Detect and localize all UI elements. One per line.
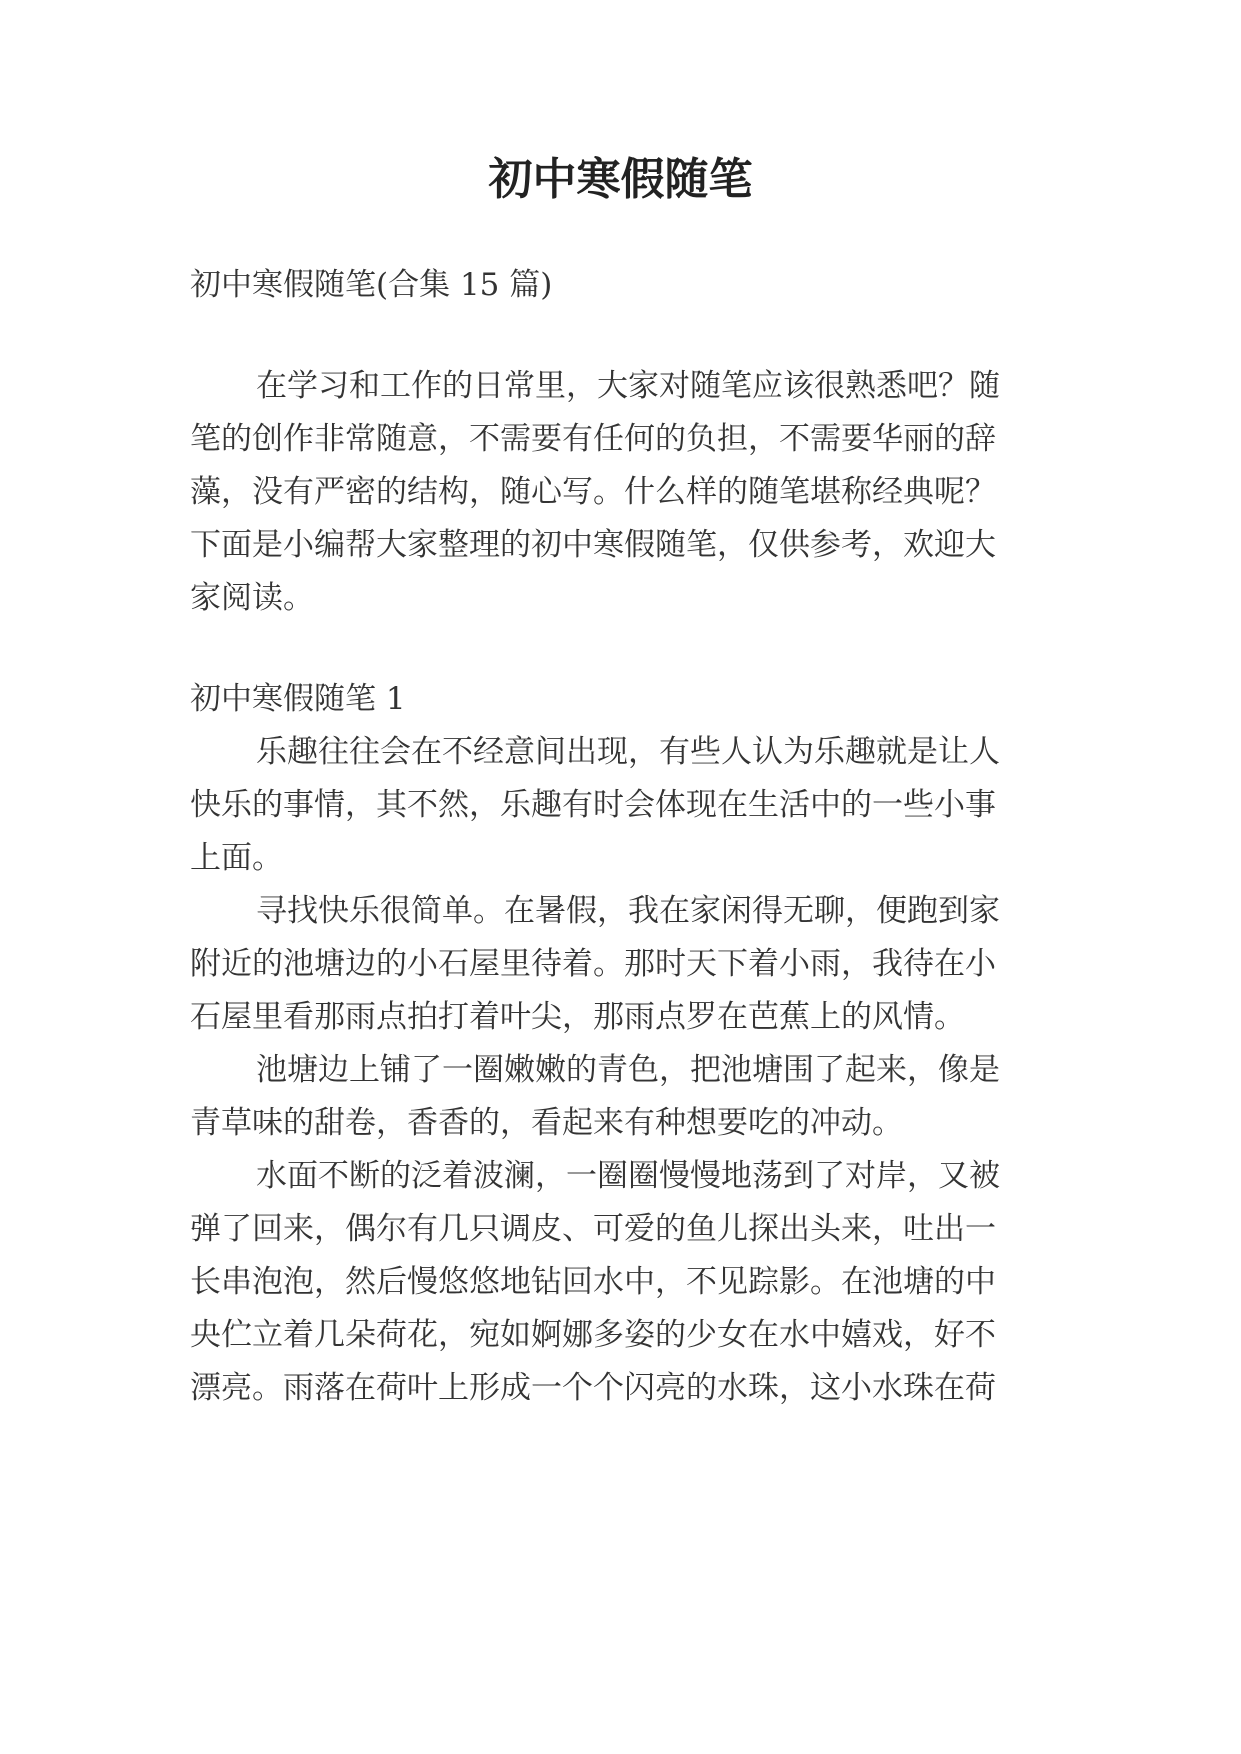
intro-line: 藻，没有严密的结构，随心写。什么样的随笔堪称经典呢？ [190, 474, 996, 510]
paragraph-line: 寻找快乐很简单。在暑假，我在家闲得无聊，便跑到家 [256, 893, 1000, 929]
paragraph-line: 漂亮。雨落在荷叶上形成一个个闪亮的水珠，这小水珠在荷 [190, 1370, 996, 1406]
paragraph-line: 池塘边上铺了一圈嫩嫩的青色，把池塘围了起来，像是 [256, 1052, 1000, 1088]
paragraph-line: 附近的池塘边的小石屋里待着。那时天下着小雨，我待在小 [190, 946, 996, 982]
paragraph-line: 长串泡泡，然后慢悠悠地钻回水中，不见踪影。在池塘的中 [190, 1264, 996, 1300]
paragraph-line: 央伫立着几朵荷花，宛如婀娜多姿的少女在水中嬉戏，好不 [190, 1317, 996, 1353]
intro-line: 在学习和工作的日常里，大家对随笔应该很熟悉吧？随 [256, 368, 1000, 404]
intro-line: 笔的创作非常随意，不需要有任何的负担，不需要华丽的辞 [190, 421, 996, 457]
intro-line: 家阅读。 [190, 580, 314, 616]
paragraph-line: 上面。 [190, 840, 283, 876]
document-subtitle: 初中寒假随笔(合集 15 篇) [190, 267, 553, 303]
paragraph-line: 乐趣往往会在不经意间出现，有些人认为乐趣就是让人 [256, 734, 1000, 770]
paragraph-line: 快乐的事情，其不然，乐趣有时会体现在生活中的一些小事 [190, 787, 996, 823]
paragraph-line: 石屋里看那雨点拍打着叶尖，那雨点罗在芭蕉上的风情。 [190, 999, 965, 1035]
paragraph-line: 水面不断的泛着波澜，一圈圈慢慢地荡到了对岸，又被 [256, 1158, 1000, 1194]
paragraph-line: 弹了回来，偶尔有几只调皮、可爱的鱼儿探出头来，吐出一 [190, 1211, 996, 1247]
paragraph-line: 青草味的甜卷，香香的，看起来有种想要吃的冲动。 [190, 1105, 903, 1141]
document-title: 初中寒假随笔 [488, 154, 753, 205]
intro-line: 下面是小编帮大家整理的初中寒假随笔，仅供参考，欢迎大 [190, 527, 996, 563]
section-heading: 初中寒假随笔 1 [190, 681, 406, 717]
